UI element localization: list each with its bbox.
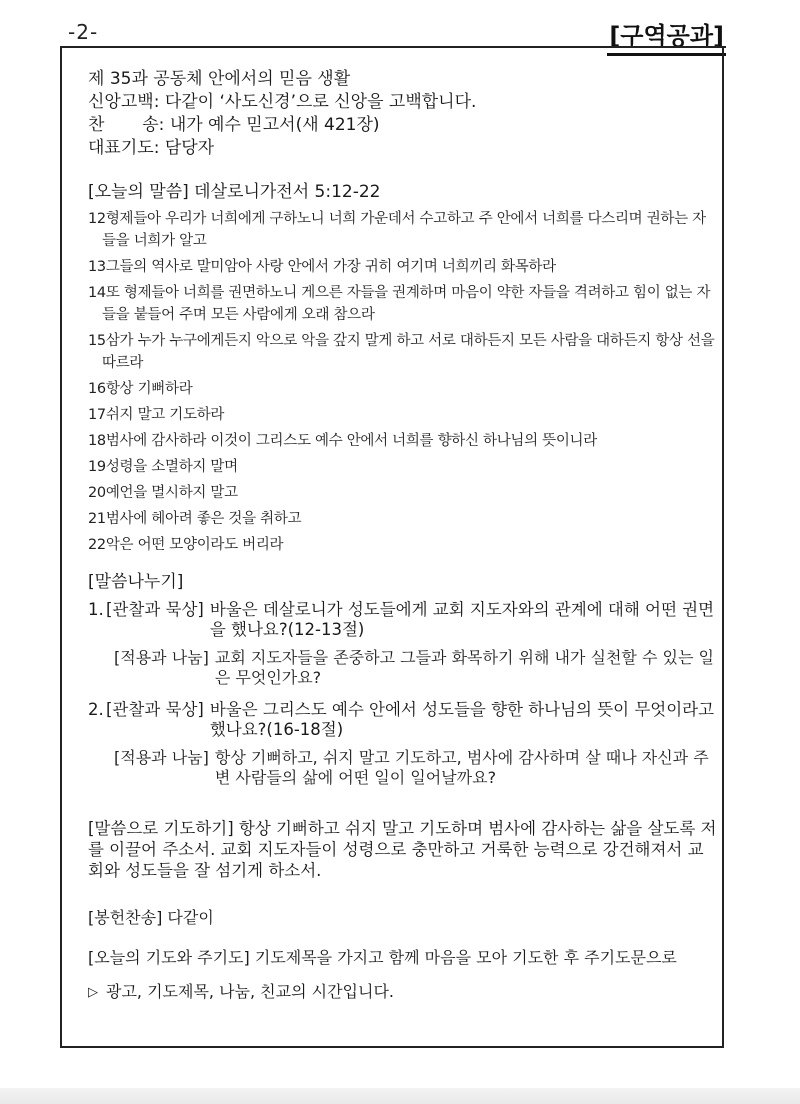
sharing-heading: [말씀나누기] [88, 572, 184, 592]
offering-heading: [봉헌찬송] [88, 908, 163, 927]
verse-item: 21범사에 헤아려 좋은 것을 취하고 [88, 511, 302, 527]
scan-bottom-edge [0, 1088, 800, 1104]
scripture-heading: [오늘의 말씀] 데살로니가전서 5:12-22 [88, 182, 381, 202]
word-prayer [88, 818, 718, 881]
verse-item: 12형제들아 우리가 너희에게 구하노니 너희 가운데서 수고하고 주 안에서 너희를 다스리며 권하는 자들을 너희가 알고 [88, 211, 706, 249]
today-prayer-text: 기도제목을 가지고 함께 마음을 모아 기도한 후 주기도문으로 [254, 948, 677, 967]
question-text: 바울은 그리스도 예수 안에서 성도들을 향한 하나님의 뜻이 무엇이라고 했나요?(16-18절) [209, 700, 715, 739]
page-number: -2- [68, 20, 99, 44]
triangle-right-icon: ▷ [88, 985, 98, 1000]
prayer-label: 대표기도: [88, 138, 160, 158]
today-prayer-heading: [오늘의 기도와 주기도] [88, 948, 250, 967]
hymn-text: 내가 예수 믿고서(새 421장) [169, 115, 380, 135]
prayer-text: 담당자 [164, 138, 215, 158]
section-tag: [구역공과] [607, 16, 726, 56]
lesson-title: 제 35과 공동체 안에서의 믿음 생활 [88, 69, 351, 89]
verse-list [88, 208, 718, 556]
offering-text: 다같이 [167, 908, 214, 927]
question-2 [88, 700, 718, 788]
notice-line [88, 981, 718, 1004]
confession-text: 다같이 ‘사도신경’으로 신앙을 고백합니다. [164, 92, 477, 112]
verse-item: 13그들의 역사로 말미암아 사랑 안에서 가장 귀히 여기며 너희끼리 화목하라 [88, 259, 556, 275]
hymn-line [88, 114, 718, 137]
today-prayer [88, 947, 718, 969]
hymn-label: 찬 송: [88, 115, 165, 135]
question-tag: [관찰과 묵상] [106, 600, 204, 619]
confession-line [88, 91, 718, 114]
question-text: 바울은 데살로니가 성도들에게 교회 지도자와의 관계에 대해 어떤 권면을 했나요?(12-13절) [209, 600, 715, 639]
apply-tag: [적용과 나눔] [114, 748, 209, 767]
verse-item: 20예언을 멸시하지 말고 [88, 485, 238, 501]
apply-text: 교회 지도자들을 존중하고 그들과 화목하기 위해 내가 실천할 수 있는 일은 무엇인가요? [214, 648, 714, 687]
notice-text: 광고, 기도제목, 나눔, 친교의 시간입니다. [106, 982, 394, 1001]
verse-item: 16항상 기뻐하라 [88, 381, 193, 397]
apply-text: 항상 기뻐하고, 쉬지 말고 기도하고, 범사에 감사하며 살 때나 자신과 주변 사람들의 삶에 어떤 일이 일어날까요? [214, 748, 709, 787]
lesson-content [88, 68, 718, 1004]
question-number: 1. [88, 600, 104, 619]
verse-item: 14또 형제들아 너희를 권면하노니 게으른 자들을 권계하며 마음이 약한 자들을 격려하고 힘이 없는 자들을 붙들어 주며 모든 사람에게 오래 참으라 [88, 285, 711, 323]
apply-tag: [적용과 나눔] [114, 648, 209, 667]
verse-item: 19성령을 소멸하지 말며 [88, 459, 238, 475]
verse-item: 22악은 어떤 모양이라도 버리라 [88, 537, 284, 553]
word-prayer-heading: [말씀으로 기도하기] [88, 819, 234, 838]
representative-prayer-line [88, 137, 718, 160]
question-number: 2. [88, 700, 104, 719]
question-1 [88, 600, 718, 688]
verse-item: 18범사에 감사하라 이것이 그리스도 예수 안에서 너희를 향하신 하나님의 뜻이니라 [88, 433, 597, 449]
word-prayer-text: 항상 기뻐하고 쉬지 말고 기도하며 범사에 감사하는 삶을 살도록 저를 이끌어 주소서. 교회 지도자들이 성령으로 충만하고 거룩한 능력으로 강건해져서 교회와 성도들을 잘 섬기게 하소서. [88, 819, 717, 880]
verse-item: 17쉬지 말고 기도하라 [88, 407, 225, 423]
verse-item: 15삼가 누가 누구에게든지 악으로 악을 갚지 말게 하고 서로 대하든지 모든 사람을 대하든지 항상 선을 따르라 [88, 333, 715, 371]
question-tag: [관찰과 묵상] [106, 700, 204, 719]
confession-label: 신앙고백: [88, 92, 160, 112]
offering-hymn [88, 907, 718, 929]
